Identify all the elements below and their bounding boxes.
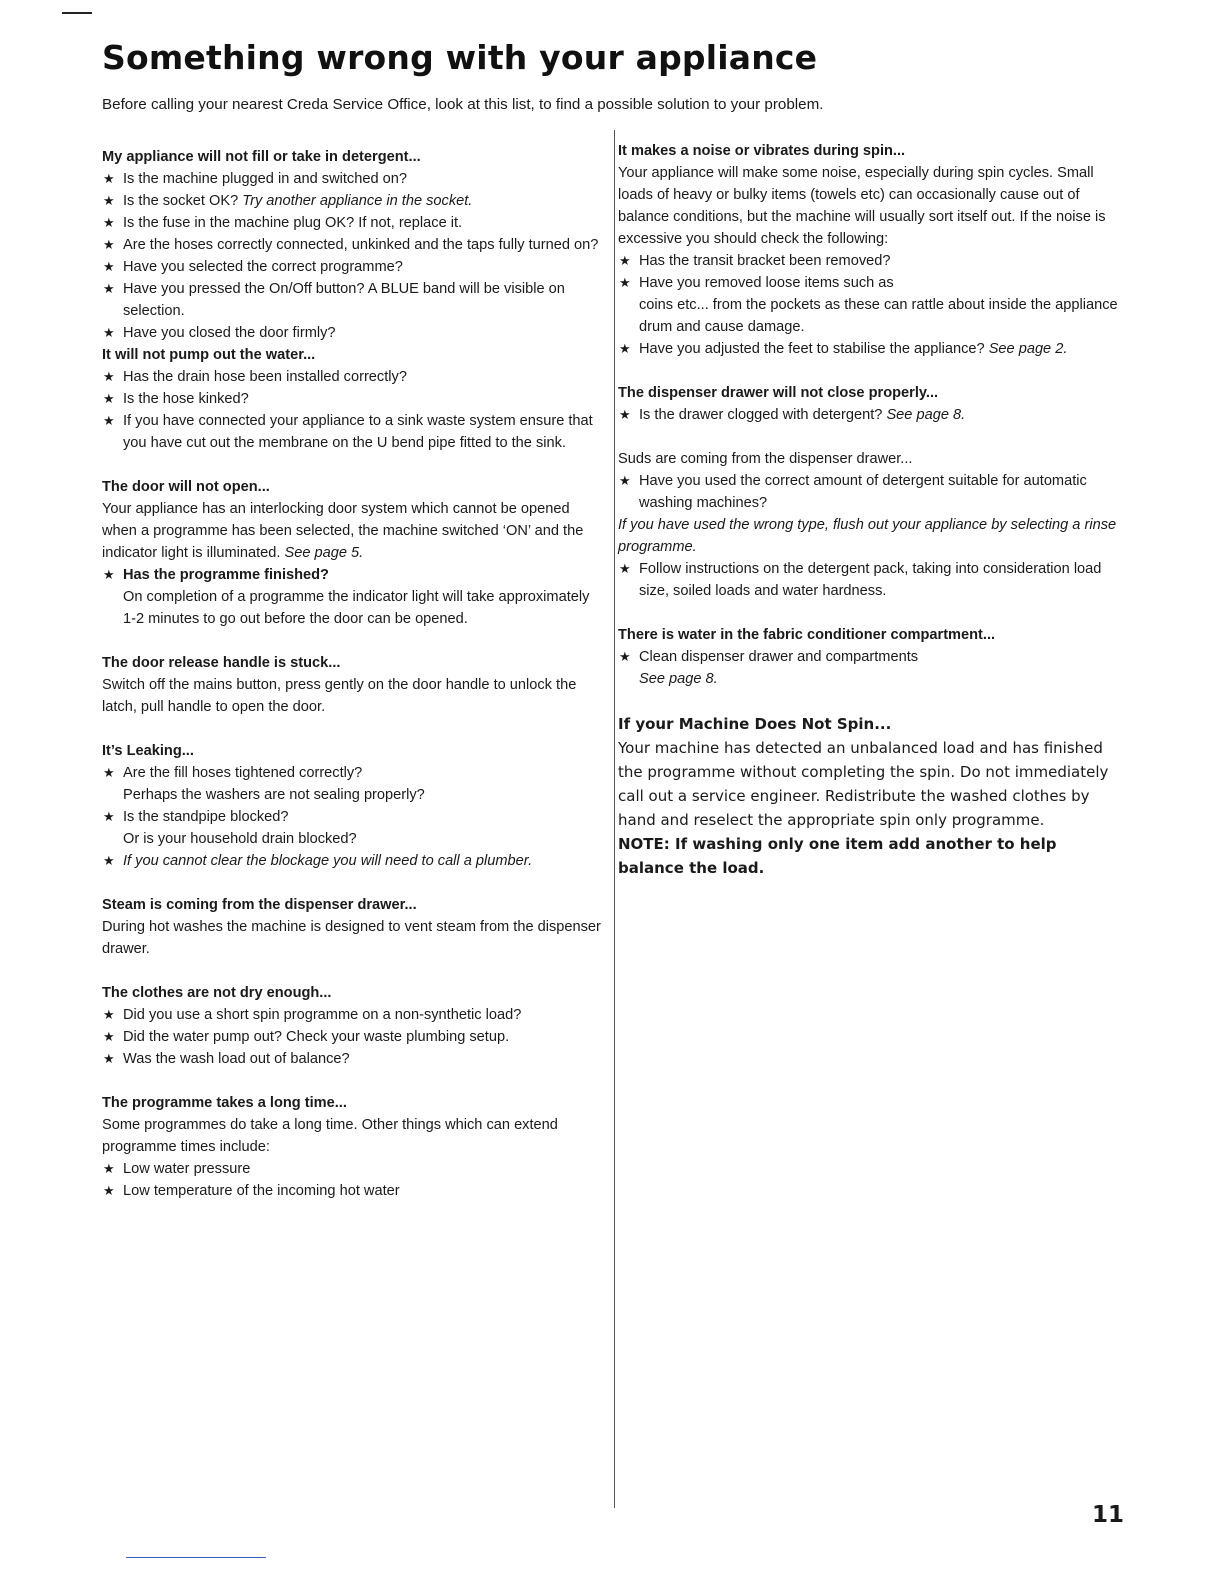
section-heading: If your Machine Does Not Spin...: [618, 715, 892, 733]
checklist: [102, 564, 602, 586]
list-subtext: Or is your household drain blocked?: [123, 831, 357, 847]
section-release: [102, 652, 602, 718]
left-column: [102, 146, 602, 1202]
section-conditioner: [618, 624, 1123, 690]
list-item: ★ Have you adjusted the feet to stabilise the appliance? See page 2.: [618, 338, 1123, 360]
italic-note: If you have used the wrong type, flush out your appliance by selecting a rinse programme.: [618, 517, 1117, 555]
item-detail: coins etc... from the pockets as these can rattle about inside the appliance drum and cause damage.: [639, 297, 1118, 335]
list-item: ★ Is the drawer clogged with detergent? See page 8.: [618, 404, 1123, 426]
list-item: ★ Is the machine plugged in and switched on?: [102, 168, 602, 190]
section-door: [102, 476, 602, 630]
list-item: ★ Low temperature of the incoming hot water: [102, 1180, 602, 1202]
page-reference: See page 8.: [639, 671, 718, 687]
section-heading: The programme takes a long time...: [102, 1095, 347, 1111]
checklist: [102, 1004, 602, 1070]
section-heading: The dispenser drawer will not close properly...: [618, 385, 939, 401]
section-body: During hot washes the machine is designed to vent steam from the dispenser drawer.: [102, 919, 601, 957]
section-spin: [618, 712, 1123, 880]
list-item: ★ If you have connected your appliance to a sink waste system ensure that you have cut out the membrane on the U bend pipe fitted to the sink.: [102, 410, 602, 454]
checklist: [618, 338, 1123, 360]
section-body: Your appliance has an interlocking door system which cannot be opened when a programme has been selected, the machine switched ‘ON’ and the indicator light is illuminated. See page 5.: [102, 501, 584, 561]
checklist: [618, 404, 1123, 426]
bottom-rule: [126, 1557, 266, 1558]
checklist: [102, 1158, 602, 1202]
section-heading: My appliance will not fill or take in detergent...: [102, 149, 421, 165]
list-item: ★ Follow instructions on the detergent pack, taking into consideration load size, soiled loads and water hardness.: [618, 558, 1123, 602]
section-body: Your appliance will make some noise, especially during spin cycles. Small loads of heavy or bulky items (towels etc) can occasionally cause out of balance conditions, but the machine will usually sort itself out. If the noise is excessive you should check the following:: [618, 165, 1106, 247]
section-heading: There is water in the fabric conditioner compartment...: [618, 627, 996, 643]
list-item: ★ Clean dispenser drawer and compartments: [618, 646, 1123, 668]
right-column: [618, 140, 1123, 880]
list-item: ★ Has the drain hose been installed correctly?: [102, 366, 602, 388]
list-item: ★ Is the fuse in the machine plug OK? If not, replace it.: [102, 212, 602, 234]
section-heading: Suds are coming from the dispenser drawer...: [618, 451, 913, 467]
list-item: ★ Are the fill hoses tightened correctly? Perhaps the washers are not sealing properly?: [102, 762, 602, 806]
list-item: ★ If you cannot clear the blockage you will need to call a plumber.: [102, 850, 602, 872]
checklist: [618, 646, 1123, 668]
checklist: [102, 168, 602, 344]
section-leaking: [102, 740, 602, 872]
list-item: ★ Is the standpipe blocked? Or is your household drain blocked?: [102, 806, 602, 850]
italic-hint: Try another appliance in the socket.: [242, 193, 473, 209]
section-noise: [618, 140, 1123, 360]
section-heading: It’s Leaking...: [102, 743, 194, 759]
list-item: ★ Is the socket OK? Try another appliance in the socket.: [102, 190, 602, 212]
checklist: [618, 470, 1123, 514]
list-subtext: Perhaps the washers are not sealing properly?: [123, 787, 425, 803]
checklist: [618, 558, 1123, 602]
note-text: NOTE: If washing only one item add another to help balance the load.: [618, 835, 1057, 877]
checklist: [618, 250, 1123, 294]
section-body: Switch off the mains button, press gently on the door handle to unlock the latch, pull handle to open the door.: [102, 677, 577, 715]
list-item: ★ Has the programme finished?: [102, 564, 602, 586]
corner-mark: [62, 12, 92, 14]
section-heading: Steam is coming from the dispenser drawer...: [102, 897, 417, 913]
intro-text: Before calling your nearest Creda Service Office, look at this list, to find a possible solution to your problem.: [102, 96, 824, 113]
item-detail: On completion of a programme the indicator light will take approximately 1-2 minutes to go out before the door can be opened.: [123, 589, 590, 627]
section-long-time: [102, 1092, 602, 1202]
list-item: ★ Have you pressed the On/Off button? A BLUE band will be visible on selection.: [102, 278, 602, 322]
section-heading: It makes a noise or vibrates during spin...: [618, 143, 906, 159]
page-reference: See page 5.: [284, 545, 364, 561]
section-suds: [618, 448, 1123, 602]
list-item: ★ Low water pressure: [102, 1158, 602, 1180]
section-dry: [102, 982, 602, 1070]
page-title: Something wrong with your appliance: [102, 38, 818, 77]
section-drawer: [618, 382, 1123, 426]
page-number: 11: [1092, 1502, 1125, 1528]
section-heading: The door will not open...: [102, 479, 270, 495]
list-item: ★ Have you removed loose items such as: [618, 272, 1123, 294]
checklist: [102, 762, 602, 872]
list-item: ★ Did the water pump out? Check your waste plumbing setup.: [102, 1026, 602, 1048]
section-body: Your machine has detected an unbalanced load and has finished the programme without completing the spin. Do not immediately call out a service engineer. Redistribute the washed clothes by hand and reselect the appropriate spin only programme.: [618, 739, 1109, 829]
list-item: ★ Is the hose kinked?: [102, 388, 602, 410]
list-item: ★ Are the hoses correctly connected, unkinked and the taps fully turned on?: [102, 234, 602, 256]
section-steam: [102, 894, 602, 960]
section-heading: The clothes are not dry enough...: [102, 985, 332, 1001]
section-body: Some programmes do take a long time. Other things which can extend programme times include:: [102, 1117, 558, 1155]
list-item: ★ Did you use a short spin programme on a non-synthetic load?: [102, 1004, 602, 1026]
page-reference: See page 2.: [988, 341, 1068, 357]
checklist: [102, 366, 602, 454]
section-heading: It will not pump out the water...: [102, 347, 316, 363]
list-item: ★ Have you closed the door firmly?: [102, 322, 602, 344]
column-divider: [614, 130, 615, 1508]
list-item: ★ Have you selected the correct programme?: [102, 256, 602, 278]
section-heading: The door release handle is stuck...: [102, 655, 341, 671]
section-fill: [102, 146, 602, 344]
list-item: ★ Was the wash load out of balance?: [102, 1048, 602, 1070]
list-item: ★ Has the transit bracket been removed?: [618, 250, 1123, 272]
page-reference: See page 8.: [886, 407, 966, 423]
list-item: ★ Have you used the correct amount of detergent suitable for automatic washing machines?: [618, 470, 1123, 514]
section-pump: [102, 344, 602, 454]
